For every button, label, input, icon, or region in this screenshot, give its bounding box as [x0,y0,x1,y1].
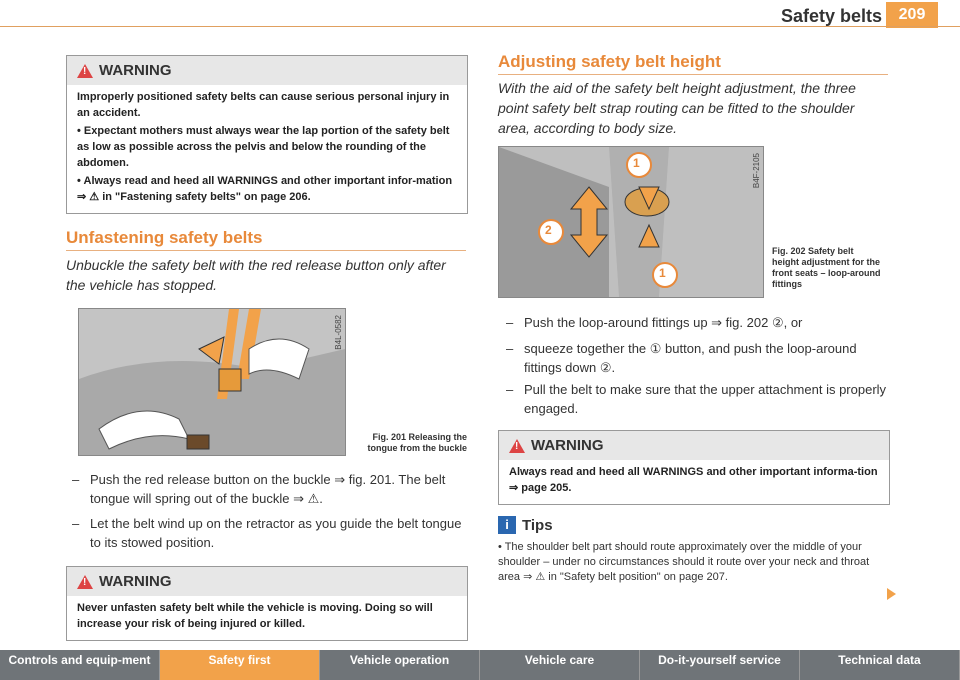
step-text: Let the belt wind up on the retractor as you guide the belt tongue to its stowed position. [90,516,462,550]
warning-heading: WARNING [99,62,172,79]
step-item: – Push the red release button on the buckle ⇒ fig. 201. The belt tongue will spring out of the buckle ⇒ ⚠. [72,470,466,508]
page-title: Safety belts [780,6,882,26]
step-item: – squeeze together the ① button, and push the loop-around fittings down ②. [506,339,894,377]
step-item: – Push the loop-around fittings up ⇒ fig. 202 ②, or [506,313,894,332]
warning-heading: WARNING [99,573,172,590]
info-icon: i [498,516,516,534]
tips-text: • The shoulder belt part should route approximately over the middle of your shoulder – under no circumstances should it route over your neck and throat area ⇒ ⚠ in "Safety belt position" on page 207. [498,541,870,583]
section-title-adjust: Adjusting safety belt height [498,52,721,71]
tips-heading: Tips [522,516,553,534]
warning-header [67,56,467,85]
section-divider [498,74,888,75]
warning-box-2 [66,566,468,641]
footer-tab-vehicle-operation[interactable]: Vehicle operation [320,650,480,680]
warning-box-3 [498,430,890,505]
section-intro: Unbuckle the safety belt with the red release button only after the vehicle has stopped. [66,257,446,293]
warning-body [67,85,467,213]
footer-nav [0,650,960,680]
warning-header [67,567,467,596]
section-intro: With the aid of the safety belt height adjustment, the three point safety belt strap routing can be fitted to the shoulder area, according to body size. [498,80,856,136]
warning-box-1 [66,55,468,214]
warning-line: • Expectant mothers must always wear the lap portion of the safety belt as low as possible across the pelvis and below the rounding of the abdomen. [77,125,450,169]
footer-tab-controls[interactable]: Controls and equip-ment [0,650,160,680]
section-divider [66,250,466,251]
step-text: Push the red release button on the buckle ⇒ fig. 201. The belt tongue will spring out of the buckle ⇒ ⚠. [90,472,446,506]
figure-202 [498,146,764,298]
callout-2: 2 [545,223,552,237]
footer-tab-safety-first[interactable]: Safety first [160,650,320,680]
warning-line: • Always read and heed all WARNINGS and other important infor-mation ⇒ ⚠ in "Fastening safety belts" on page 206. [77,175,453,203]
tips-header [498,516,553,534]
figure-201 [78,308,346,456]
warning-header [499,431,889,460]
continue-arrow-icon [887,588,896,600]
step-text: squeeze together the ① button, and push the loop-around fittings down ②. [524,341,857,375]
step-item: – Let the belt wind up on the retractor as you guide the belt tongue to its stowed position. [72,514,466,552]
step-text: Pull the belt to make sure that the upper attachment is properly engaged. [524,382,887,416]
figure-code: B4F-2105 [752,153,761,189]
warning-text: Never unfasten safety belt while the vehicle is moving. Doing so will increase your risk of being injured or killed. [77,602,433,630]
warning-body [499,460,889,504]
figure-caption: Fig. 202 Safety belt height adjustment for the front seats – loop-around fittings [772,246,881,289]
step-item: – Pull the belt to make sure that the upper attachment is properly engaged. [506,380,894,418]
warning-line: Improperly positioned safety belts can cause serious personal injury in an accident. [77,91,450,119]
warning-text: Always read and heed all WARNINGS and other important informa-tion ⇒ page 205. [509,466,878,494]
step-text: Push the loop-around fittings up ⇒ fig. 202 ②, or [524,315,803,330]
warning-body [67,596,467,640]
section-title-unfasten: Unfastening safety belts [66,228,263,247]
height-adjuster-illustration [499,147,763,297]
footer-tab-technical-data[interactable]: Technical data [800,650,960,680]
footer-tab-vehicle-care[interactable]: Vehicle care [480,650,640,680]
figure-caption: Fig. 201 Releasing the tongue from the buckle [367,432,467,453]
figure-code: B4L-0582 [334,315,343,350]
warning-icon [77,575,93,589]
header-divider [0,26,960,27]
page-number: 209 [886,2,938,28]
warning-heading: WARNING [531,437,604,454]
footer-tab-diy-service[interactable]: Do-it-yourself service [640,650,800,680]
belt-buckle-illustration [79,309,345,455]
callout-1: 1 [633,156,640,170]
callout-1: 1 [659,266,666,280]
warning-icon [77,64,93,78]
warning-icon [509,439,525,453]
